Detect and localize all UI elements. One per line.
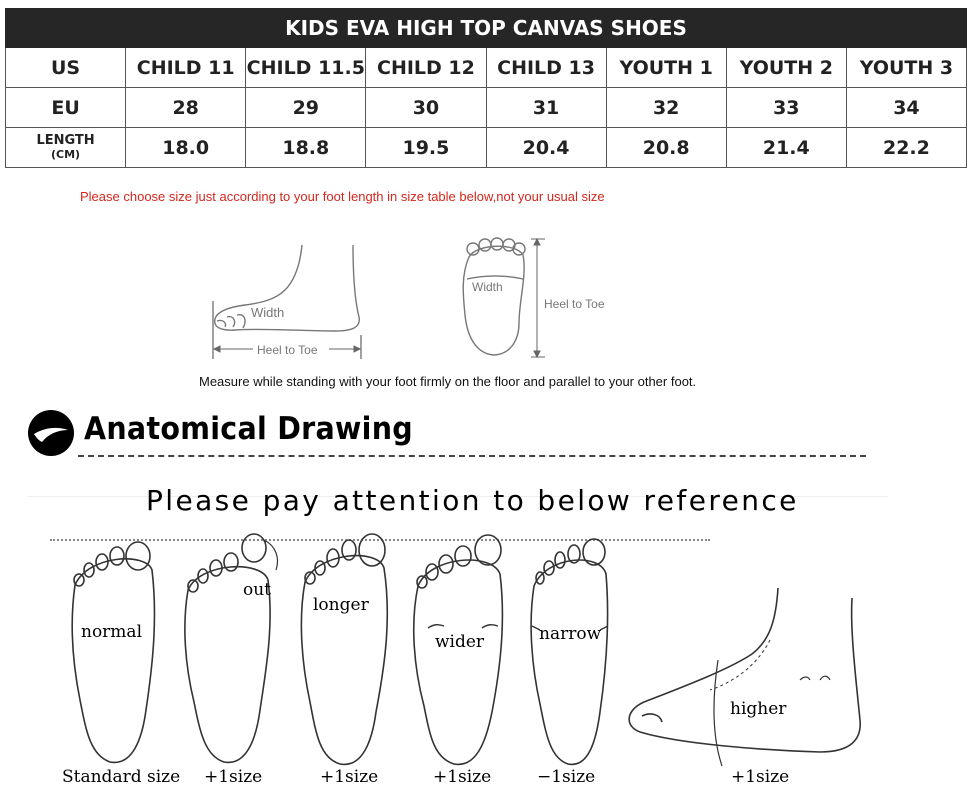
size-label-longer: +1size [320, 767, 379, 787]
table-cell: 28 [126, 88, 246, 128]
foot-out [185, 534, 278, 762]
size-label-narrow: −1size [537, 767, 596, 787]
side-foot-illustration [213, 245, 361, 359]
foot-normal [72, 542, 154, 762]
foot-narrow [531, 539, 608, 764]
foot-label-out: out [243, 580, 272, 600]
table-cell: 22.2 [846, 128, 966, 168]
side-width-label: Width [251, 305, 285, 320]
section-title: Anatomical Drawing [84, 411, 414, 447]
table-cell: CHILD 11.5 [246, 48, 366, 88]
side-heel-label: Heel to Toe [257, 343, 318, 357]
table-cell: 30 [366, 88, 486, 128]
table-cell: 31 [486, 88, 606, 128]
top-heel-label: Heel to Toe [544, 297, 605, 311]
title-dashed-divider [78, 455, 866, 457]
foot-label-narrow: narrow [539, 624, 602, 644]
foot-label-higher: higher [730, 699, 787, 719]
table-cell: YOUTH 1 [606, 48, 726, 88]
size-label-wider: +1size [433, 767, 492, 787]
table-cell: 29 [246, 88, 366, 128]
measure-diagrams [205, 235, 625, 365]
table-cell: YOUTH 3 [846, 48, 966, 88]
measure-caption: Measure while standing with your foot firmly on the floor and parallel to your other foot. [199, 374, 697, 389]
table-cell: 18.8 [246, 128, 366, 168]
table-cell: 20.4 [486, 128, 606, 168]
table-cell: 20.8 [606, 128, 726, 168]
row-head-length [6, 128, 126, 168]
table-cell: 33 [726, 88, 846, 128]
size-label-out: +1size [204, 767, 263, 787]
row-head-eu: EU [6, 88, 126, 128]
foot-label-wider: wider [435, 632, 485, 652]
table-cell: 32 [606, 88, 726, 128]
length-head-label: LENGTH [36, 132, 95, 148]
foot-higher [629, 588, 860, 766]
table-title: KIDS EVA HIGH TOP CANVAS SHOES [6, 9, 967, 48]
size-label-higher: +1size [731, 767, 790, 787]
swoosh-icon [28, 410, 74, 456]
table-row-length [6, 128, 967, 168]
table-cell: CHILD 11 [126, 48, 246, 88]
foot-label-normal: normal [81, 622, 143, 642]
foot-longer [301, 534, 387, 764]
reference-heading: Please pay attention to below reference [146, 484, 799, 517]
row-head-us: US [6, 48, 126, 88]
top-heel-arrows [531, 239, 545, 357]
table-row-us [6, 48, 967, 88]
table-cell: CHILD 13 [486, 48, 606, 88]
size-label-normal: Standard size [62, 767, 181, 787]
size-table [5, 8, 967, 168]
length-head-unit: (CM) [51, 147, 81, 161]
foot-types-illustration [0, 530, 974, 800]
table-row-eu [6, 88, 967, 128]
table-cell: 18.0 [126, 128, 246, 168]
table-cell: YOUTH 2 [726, 48, 846, 88]
top-foot-illustration [463, 238, 525, 355]
table-cell: 21.4 [726, 128, 846, 168]
top-width-label: Width [472, 280, 503, 294]
table-cell: 19.5 [366, 128, 486, 168]
section-icon [28, 410, 74, 456]
table-cell: CHILD 12 [366, 48, 486, 88]
foot-label-longer: longer [313, 595, 369, 615]
size-note: Please choose size just according to your foot length in size table below,not your usual size [80, 189, 605, 204]
table-title-row [6, 9, 967, 48]
table-cell: 34 [846, 88, 966, 128]
